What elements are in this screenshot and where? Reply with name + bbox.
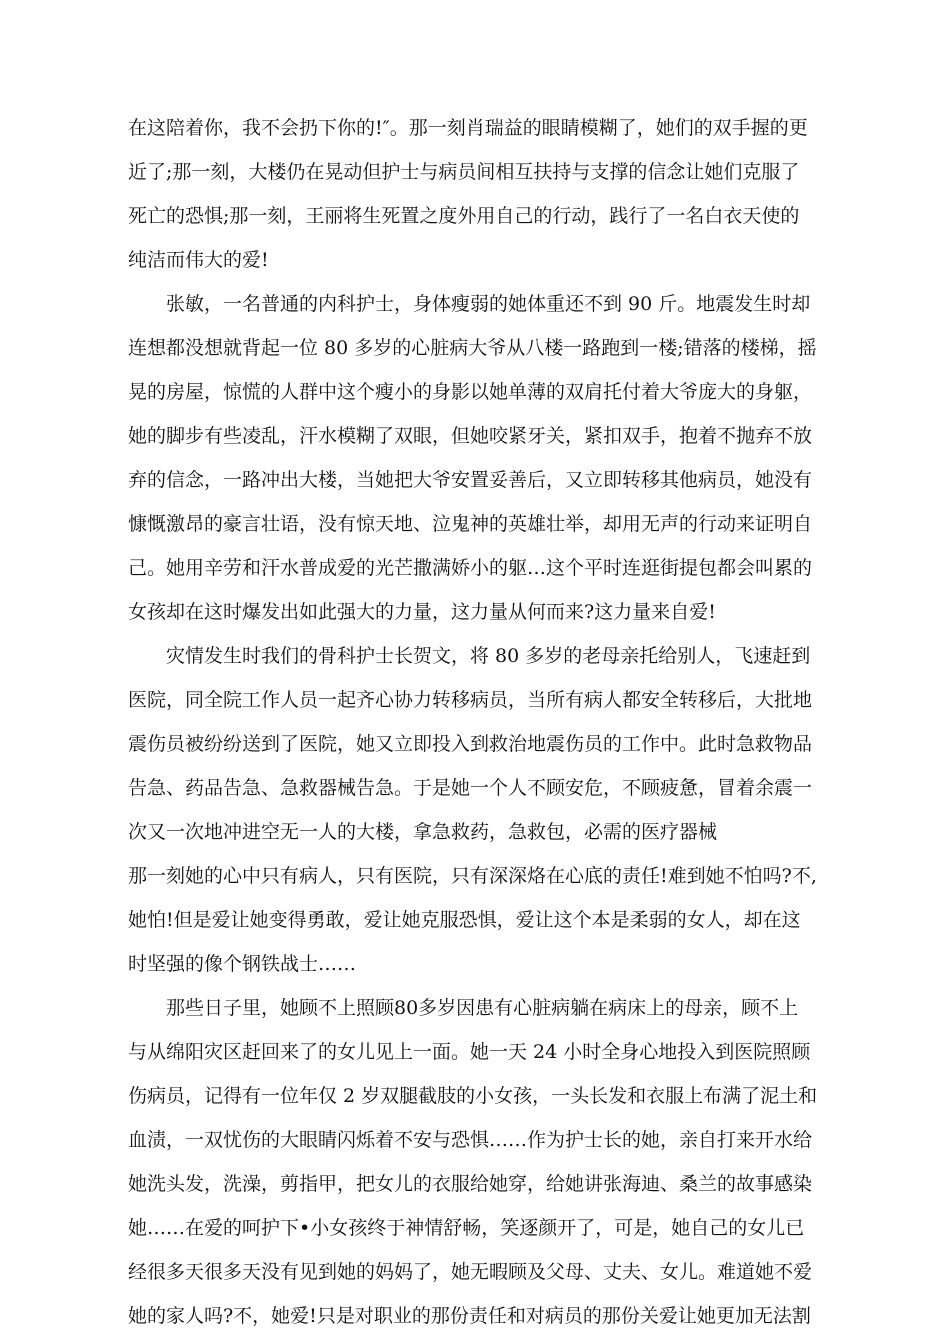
text-line: 她怕!但是爱让她变得勇敢，爱让她克服恐惧，爱让这个本是柔弱的女人，却在这 xyxy=(128,909,801,931)
text-line: 与从绵阳灾区赶回来了的女儿见上一面。她一天 24 小时全身心地投入到医院照顾 xyxy=(128,1041,811,1063)
text-line: 在这陪着你，我不会扔下你的!″。那一刻肖瑞益的眼睛模糊了，她们的双手握的更 xyxy=(128,117,808,139)
text-line: 经很多天很多天没有见到她的妈妈了，她无暇顾及父母、丈夫、女儿。难道她不爱 xyxy=(128,1261,813,1283)
text-line: 连想都没想就背起一位 80 多岁的心脏病大爷从八楼一路跑到一楼;错落的楼梯，摇 xyxy=(128,337,817,359)
text-line: 震伤员被纷纷送到了医院，她又立即投入到救治地震伤员的工作中。此时急救物品 xyxy=(128,733,813,755)
text-line: 慷慨激昂的豪言壮语，没有惊天地、泣鬼神的英雄壮举，却用无声的行动来证明自 xyxy=(128,513,813,535)
text-line: 那些日子里，她顾不上照顾80多岁因患有心脏病躺在病床上的母亲，顾不上 xyxy=(166,997,799,1019)
text-line: 女孩却在这时爆发出如此强大的力量，这力量从何而来?这力量来自爱! xyxy=(128,601,716,623)
text-line: 纯洁而伟大的爱! xyxy=(128,249,269,271)
text-line: 她的脚步有些凌乱，汗水模糊了双眼，但她咬紧牙关，紧扣双手，抱着不抛弃不放 xyxy=(128,425,813,447)
text-line: 她的家人吗?不，她爱!只是对职业的那份责任和对病员的那份关爱让她更加无法割 xyxy=(128,1305,811,1327)
text-line: 死亡的恐惧;那一刻，王丽将生死置之度外用自己的行动，践行了一名白衣天使的 xyxy=(128,205,800,227)
text-line: 次又一次地冲进空无一人的大楼，拿急救药，急救包，必需的医疗器械 xyxy=(128,821,718,843)
text-line: 伤病员，记得有一位年仅 2 岁双腿截肢的小女孩，一头长发和衣服上布满了泥土和 xyxy=(128,1085,818,1107)
text-line: 己。她用辛劳和汗水普成爱的光芒撒满娇小的躯…这个平时连逛街提包都会叫累的 xyxy=(128,557,813,579)
text-line: 她……在爱的呵护下•小女孩终于神情舒畅，笑逐颜开了，可是，她自己的女儿已 xyxy=(128,1217,805,1239)
text-line: 告急、药品告急、急救器械告急。于是她一个人不顾安危，不顾疲惫，冒着余震一 xyxy=(128,777,813,799)
text-line: 血渍，一双忧伤的大眼睛闪烁着不安与恐惧……作为护士长的她，亲自打来开水给 xyxy=(128,1129,813,1151)
text-line: 近了;那一刻，大楼仍在晃动但护士与病员间相互扶持与支撑的信念让她们克服了 xyxy=(128,161,800,183)
text-line: 时坚强的像个钢铁战士…… xyxy=(128,953,357,975)
text-line: 灾情发生时我们的骨科护士长贺文，将 80 多岁的老母亲托给别人，飞速赶到 xyxy=(166,645,811,667)
text-line: 张敏，一名普通的内科护士，身体瘦弱的她体重还不到 90 斤。地震发生时却 xyxy=(166,293,811,315)
text-line: 晃的房屋，惊慌的人群中这个瘦小的身影以她单薄的双肩托付着大爷庞大的身躯， xyxy=(128,381,813,403)
text-line: 那一刻她的心中只有病人，只有医院，只有深深烙在心底的责任!难到她不怕吗?不, xyxy=(128,865,817,887)
text-line: 她洗头发，洗澡，剪指甲，把女儿的衣服给她穿，给她讲张海迪、桑兰的故事感染 xyxy=(128,1173,813,1195)
text-line: 弃的信念，一路冲出大楼，当她把大爷安置妥善后，又立即转移其他病员，她没有 xyxy=(128,469,813,491)
text-line: 医院，同全院工作人员一起齐心协力转移病员，当所有病人都安全转移后，大批地 xyxy=(128,689,813,711)
